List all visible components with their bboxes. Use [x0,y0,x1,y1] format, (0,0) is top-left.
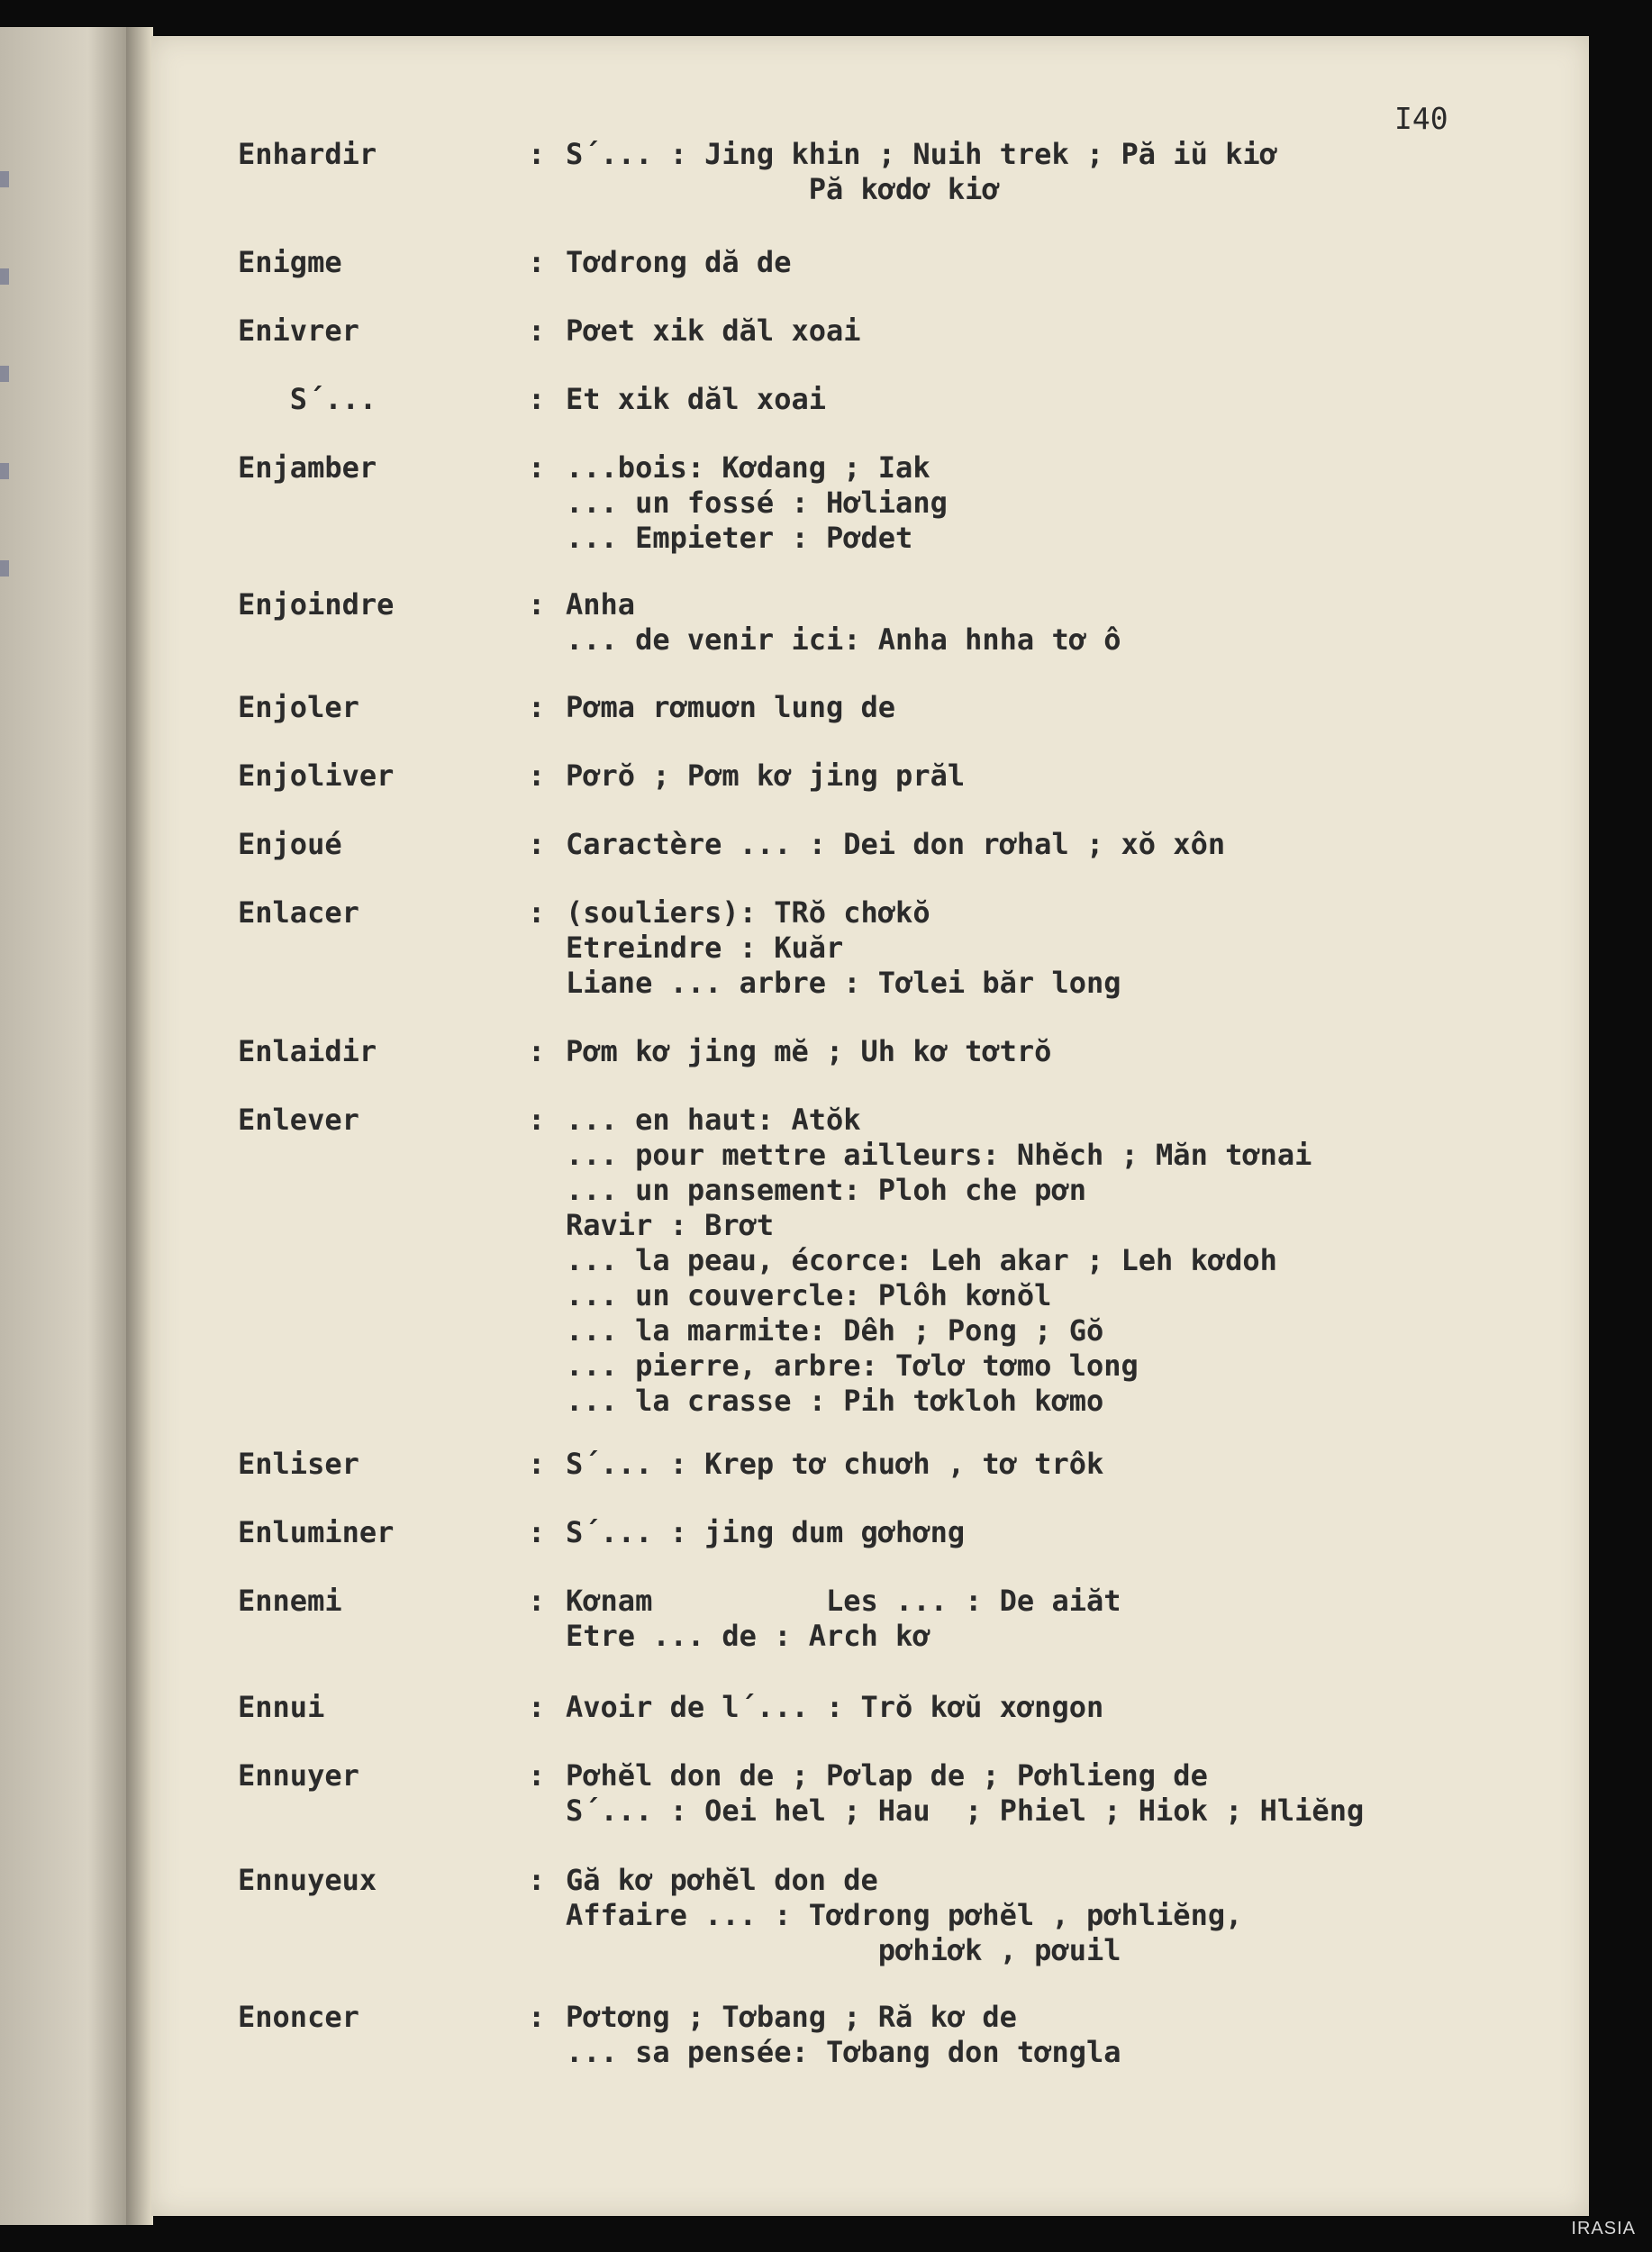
entry-headword: Enlaidir [238,1034,377,1068]
left-page-edge [0,27,126,2225]
entry-definitions [566,382,826,417]
definition-line: ... un fossé : Hơliang [566,486,948,520]
entry-definitions [566,1103,1312,1419]
entry-definitions [566,1690,1103,1725]
definition-line: ... pour mettre ailleurs: Nhĕch ; Măn tơnai [566,1138,1312,1172]
definition-line: ... la crasse : Pih tơkloh kơmo [566,1384,1104,1418]
definition-line: ... un pansement: Ploh che pơn [566,1173,1086,1207]
definition-line: ... la peau, écorce: Leh akar ; Leh kơdoh [566,1243,1277,1277]
definition-line: Kơnam Les ... : De aiăt [566,1584,1121,1618]
entry-headword: Enhardir [238,137,377,171]
entry-headword: Enjamber [238,450,377,485]
definition-line: S´... : Jing khin ; Nuih trek ; Pă iŭ kiơ [566,137,1277,171]
definition-line: S´... : jing dum gơhơng [566,1515,966,1549]
dictionary-page [151,36,1589,2216]
definition-line: Et xik dăl xoai [566,382,826,416]
entry-definitions [566,137,1277,207]
entry-colon: : [528,1034,546,1068]
definition-line: Anha [566,587,636,622]
entry-headword: Enigme [238,245,342,279]
definition-line: Caractère ... : Dei don rơhal ; xŏ xôn [566,827,1226,861]
entry-headword: Enlever [238,1103,359,1137]
entry-headword: Enliser [238,1447,359,1481]
definition-line: Ravir : Brơt [566,1208,775,1242]
entry-definitions [566,1758,1364,1829]
definition-line: pơhiơk , pơuil [566,1933,1121,1967]
entry-definitions [566,450,948,556]
entry-headword: Enjoué [238,827,342,861]
definition-line: Tơdrong dă de [566,245,792,279]
definition-line: Pơm kơ jing mĕ ; Uh kơ tơtrŏ [566,1034,1052,1068]
entry-definitions [566,1034,1051,1069]
definition-line: Pơtơng ; Tơbang ; Ră kơ de [566,2000,1017,2034]
entry-headword: Ennuyeux [238,1863,377,1897]
entry-colon: : [528,1690,546,1724]
definition-line: S´... : Krep tơ chuơh , tơ trôk [566,1447,1104,1481]
definition-line: (souliers): TRŏ chơkŏ [566,895,930,930]
entry-colon: : [528,137,546,171]
definition-line: Liane ... arbre : Tơlei băr long [566,966,1121,1000]
entry-headword: Ennuyer [238,1758,359,1793]
definition-line: Gă kơ pơhĕl don de [566,1863,878,1897]
definition-line: Affaire ... : Tơdrong pơhĕl , pơhliĕng, [566,1898,1243,1932]
entry-colon: : [528,1584,546,1618]
entry-definitions [566,895,1121,1001]
definition-line: Avoir de l´... : Trŏ kơŭ xơngon [566,1690,1104,1724]
entry-headword: Enlacer [238,895,359,930]
entry-headword: Ennemi [238,1584,342,1618]
entry-colon: : [528,245,546,279]
definition-line: ... Empieter : Pơdet [566,521,913,555]
definition-line: Etreindre : Kuăr [566,931,844,965]
definition-line: ... de venir ici: Anha hnha tơ ô [566,622,1121,657]
entry-definitions [566,2000,1121,2070]
entry-headword: Ennui [238,1690,325,1724]
entry-colon: : [528,1515,546,1549]
entry-colon: : [528,827,546,861]
entry-definitions [566,313,861,349]
entry-colon: : [528,587,546,622]
definition-line: Pơet xik dăl xoai [566,313,861,348]
entry-colon: : [528,690,546,724]
entry-headword: S´... [238,382,377,416]
entry-definitions [566,245,791,280]
entry-definitions [566,1584,1121,1654]
definition-line: ... en haut: Atŏk [566,1103,861,1137]
entry-colon: : [528,1758,546,1793]
entry-colon: : [528,313,546,348]
entry-definitions [566,690,895,725]
entry-colon: : [528,382,546,416]
left-page-marks [0,171,13,658]
entry-definitions [566,1515,965,1550]
entry-definitions [566,1447,1103,1482]
entry-definitions [566,827,1225,862]
entry-headword: Enivrer [238,313,359,348]
entry-headword: Enjoindre [238,587,395,622]
book-gutter [126,27,153,2225]
entry-definitions [566,1863,1242,1968]
definition-line: Etre ... de : Arch kơ [566,1619,930,1653]
watermark: IRASIA [1571,2219,1636,2238]
entry-headword: Enluminer [238,1515,395,1549]
definition-line: ... un couvercle: Plôh kơnŏl [566,1278,1052,1312]
entry-colon: : [528,1447,546,1481]
entry-headword: Enjoliver [238,758,395,793]
entry-colon: : [528,2000,546,2034]
entry-colon: : [528,758,546,793]
entry-colon: : [528,895,546,930]
definition-line: ...bois: Kơdang ; Iak [566,450,930,485]
definition-line: Pă kơdơ kiơ [566,172,1000,206]
entry-colon: : [528,450,546,485]
definition-line: ... pierre, arbre: Tơlơ tơmo long [566,1348,1139,1383]
entry-definitions [566,587,1121,658]
entry-definitions [566,758,965,794]
page-number: I40 [1394,101,1448,136]
definition-line: Pơma rơmuơn lung de [566,690,896,724]
entry-headword: Enoncer [238,2000,359,2034]
definition-line: ... la marmite: Dêh ; Pong ; Gŏ [566,1313,1104,1348]
entry-colon: : [528,1863,546,1897]
definition-line: Pơrŏ ; Pơm kơ jing prăl [566,758,966,793]
entry-headword: Enjoler [238,690,359,724]
definition-line: ... sa pensée: Tơbang don tơngla [566,2035,1121,2069]
definition-line: S´... : Oei hel ; Hau ; Phiel ; Hiok ; Hliĕng [566,1793,1365,1828]
entry-colon: : [528,1103,546,1137]
definition-line: Pơhĕl don de ; Pơlap de ; Pơhlieng de [566,1758,1208,1793]
